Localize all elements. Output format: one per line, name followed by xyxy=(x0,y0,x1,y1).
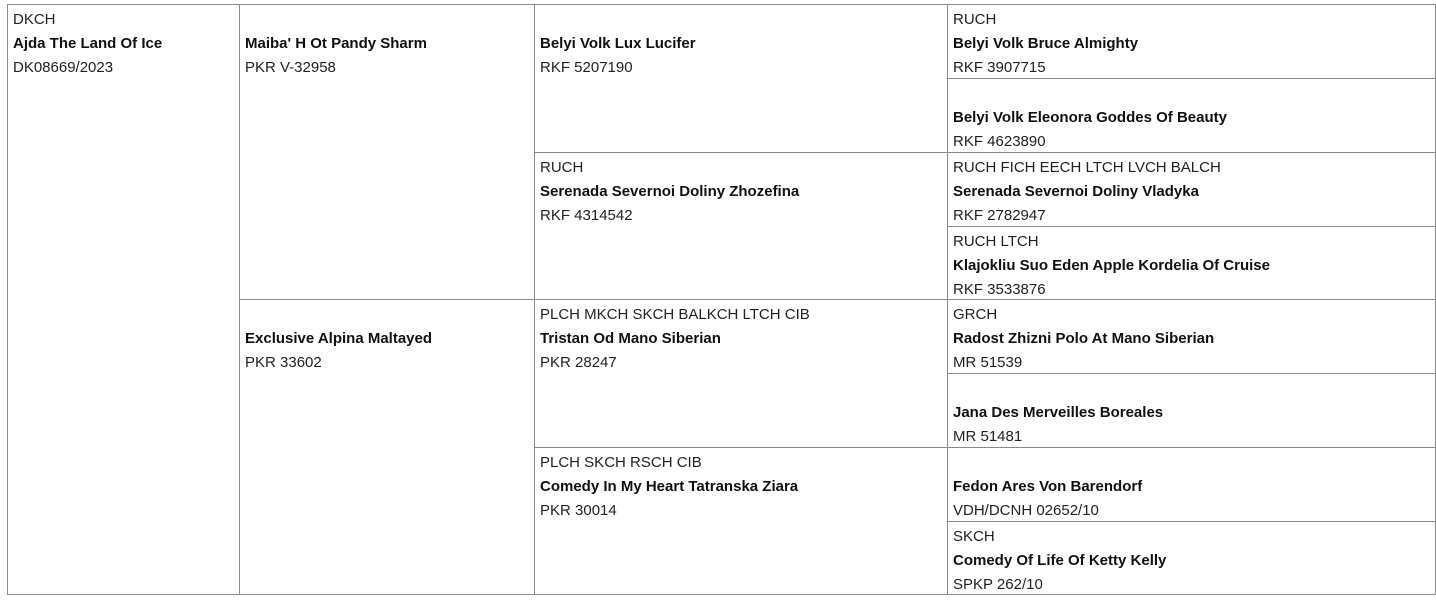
gen4-name: Radost Zhizni Polo At Mano Siberian xyxy=(953,330,1215,347)
gen4-titles xyxy=(953,451,1435,475)
gen3-registration: RKF 4314542 xyxy=(540,207,633,224)
gen4-name: Serenada Severnoi Doliny Vladyka xyxy=(953,183,1199,200)
gen4-registration: RKF 2782947 xyxy=(953,207,1046,224)
sire-name: Maiba' H Ot Pandy Sharm xyxy=(245,35,427,52)
pedigree-cell-gen4 xyxy=(947,152,1435,226)
gen3-titles: PLCH SKCH RSCH CIB xyxy=(540,454,702,471)
gen3-registration: PKR 28247 xyxy=(540,354,617,371)
gen4-titles: RUCH xyxy=(953,11,997,28)
gen4-registration: VDH/DCNH 02652/10 xyxy=(953,502,1099,519)
gen4-registration: SPKP 262/10 xyxy=(953,576,1043,593)
gen4-registration: RKF 3533876 xyxy=(953,281,1046,298)
sire-registration: PKR V-32958 xyxy=(245,59,336,76)
dog-name: Ajda The Land Of Ice xyxy=(13,35,163,52)
gen4-titles xyxy=(953,82,1435,106)
gen4-name: Belyi Volk Bruce Almighty xyxy=(953,35,1139,52)
pedigree-cell-paternal-grandsire xyxy=(534,5,947,152)
pedigree-cell-gen4 xyxy=(947,373,1435,447)
gen3-titles: RUCH xyxy=(540,159,584,176)
gen4-registration: RKF 3907715 xyxy=(953,59,1046,76)
pedigree-cell-dog xyxy=(8,5,239,594)
gen4-titles: SKCH xyxy=(953,528,995,545)
sire-titles xyxy=(245,8,534,32)
dog-registration: DK08669/2023 xyxy=(13,59,114,76)
pedigree-cell-gen4 xyxy=(947,521,1435,594)
pedigree-table xyxy=(7,4,1436,595)
gen4-name: Fedon Ares Von Barendorf xyxy=(953,478,1143,495)
pedigree-cell-gen4 xyxy=(947,226,1435,299)
gen4-name: Jana Des Merveilles Boreales xyxy=(953,404,1164,421)
gen3-titles: PLCH MKCH SKCH BALKCH LTCH CIB xyxy=(540,306,810,323)
gen4-name: Comedy Of Life Of Ketty Kelly xyxy=(953,552,1167,569)
gen3-name: Belyi Volk Lux Lucifer xyxy=(540,35,696,52)
dam-registration: PKR 33602 xyxy=(245,354,322,371)
gen4-name: Klajokliu Suo Eden Apple Kordelia Of Cruise xyxy=(953,257,1270,274)
pedigree-cell-maternal-granddam xyxy=(534,447,947,594)
gen3-registration: PKR 30014 xyxy=(540,502,617,519)
pedigree-cell-gen4 xyxy=(947,447,1435,521)
gen4-registration: MR 51481 xyxy=(953,428,1023,445)
gen4-titles xyxy=(953,377,1435,401)
pedigree-cell-gen4 xyxy=(947,299,1435,373)
pedigree-cell-gen4 xyxy=(947,78,1435,152)
gen4-registration: RKF 4623890 xyxy=(953,133,1046,150)
gen4-titles: RUCH FICH EECH LTCH LVCH BALCH xyxy=(953,159,1221,176)
gen4-titles: RUCH LTCH xyxy=(953,233,1039,250)
pedigree-cell-sire xyxy=(239,5,534,299)
dam-titles xyxy=(245,303,534,327)
gen3-name: Tristan Od Mano Siberian xyxy=(540,330,721,347)
gen3-name: Serenada Severnoi Doliny Zhozefina xyxy=(540,183,800,200)
pedigree-cell-dam xyxy=(239,299,534,594)
gen4-name: Belyi Volk Eleonora Goddes Of Beauty xyxy=(953,109,1227,126)
dog-titles: DKCH xyxy=(13,11,56,28)
gen3-registration: RKF 5207190 xyxy=(540,59,633,76)
gen4-registration: MR 51539 xyxy=(953,354,1023,371)
pedigree-cell-gen4 xyxy=(947,5,1435,78)
gen3-titles xyxy=(540,8,947,32)
gen3-name: Comedy In My Heart Tatranska Ziara xyxy=(540,478,799,495)
gen4-titles: GRCH xyxy=(953,306,998,323)
pedigree-cell-paternal-granddam xyxy=(534,152,947,299)
pedigree-cell-maternal-grandsire xyxy=(534,299,947,447)
dam-name: Exclusive Alpina Maltayed xyxy=(245,330,433,347)
